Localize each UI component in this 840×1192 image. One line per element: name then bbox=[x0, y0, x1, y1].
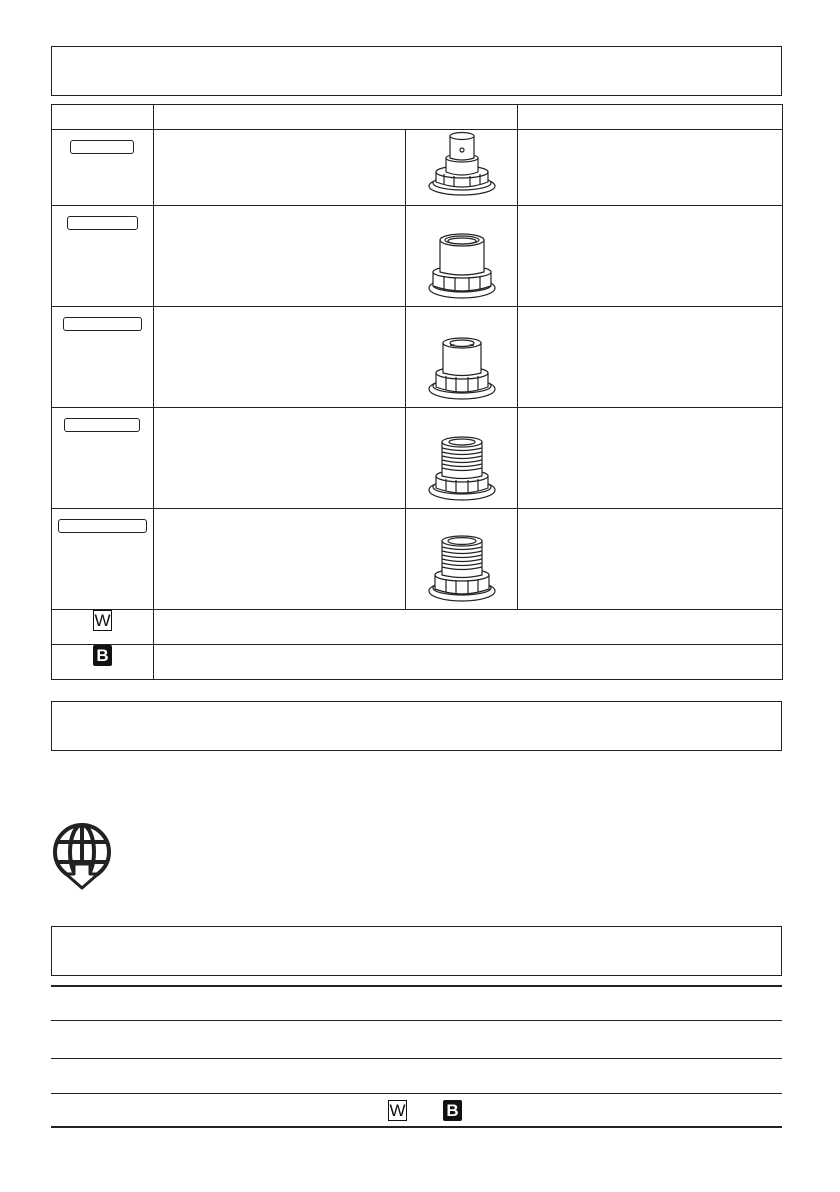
description-cell bbox=[154, 509, 406, 610]
b-symbol-icon: B bbox=[443, 1100, 462, 1121]
w-symbol-icon: W bbox=[389, 1101, 406, 1120]
rule-line bbox=[51, 1093, 782, 1094]
notes-cell bbox=[518, 206, 783, 307]
description-cell bbox=[154, 307, 406, 408]
table-row bbox=[52, 408, 783, 509]
code-cell bbox=[52, 408, 154, 509]
image-cell bbox=[406, 509, 518, 610]
legend-symbol-cell bbox=[52, 610, 154, 645]
rule-line bbox=[51, 1020, 782, 1021]
image-cell bbox=[406, 206, 518, 307]
globe-download-icon bbox=[51, 820, 115, 892]
legend-text-cell bbox=[154, 645, 783, 680]
code-badge bbox=[70, 140, 134, 154]
w-symbol-icon: W bbox=[94, 611, 111, 630]
description-cell bbox=[154, 206, 406, 307]
table-row bbox=[52, 307, 783, 408]
header-cell-code bbox=[52, 105, 154, 130]
legend-row bbox=[52, 645, 783, 680]
code-badge bbox=[58, 519, 147, 533]
bottom-symbols bbox=[388, 1100, 462, 1121]
table-row bbox=[52, 206, 783, 307]
code-cell bbox=[52, 206, 154, 307]
header-cell-notes bbox=[518, 105, 783, 130]
b-symbol-icon: B bbox=[93, 645, 112, 666]
description-cell bbox=[154, 408, 406, 509]
note-box bbox=[51, 701, 782, 751]
code-badge bbox=[64, 418, 140, 432]
notes-cell bbox=[518, 408, 783, 509]
notes-cell bbox=[518, 307, 783, 408]
table-row bbox=[52, 509, 783, 610]
table-header-row bbox=[52, 105, 783, 130]
sleeve-fitting-icon bbox=[422, 130, 502, 204]
section-box bbox=[51, 926, 782, 976]
code-badge bbox=[63, 317, 142, 331]
rule-line bbox=[51, 1058, 782, 1059]
table-row bbox=[52, 130, 783, 206]
description-cell bbox=[154, 130, 406, 206]
image-cell bbox=[406, 130, 518, 206]
code-cell bbox=[52, 307, 154, 408]
legend-row bbox=[52, 610, 783, 645]
notes-cell bbox=[518, 509, 783, 610]
image-cell bbox=[406, 307, 518, 408]
female-thread-fitting-icon bbox=[422, 210, 502, 306]
legend-text-cell bbox=[154, 610, 783, 645]
legend-symbol-cell bbox=[52, 645, 154, 680]
fittings-table bbox=[51, 104, 783, 680]
header-box bbox=[51, 46, 782, 96]
code-badge bbox=[67, 216, 138, 230]
tapered-thread-fitting-icon bbox=[422, 311, 502, 407]
notes-cell bbox=[518, 130, 783, 206]
rule-line bbox=[51, 1126, 782, 1128]
male-thread-fitting-icon bbox=[422, 412, 502, 508]
image-cell bbox=[406, 408, 518, 509]
code-cell bbox=[52, 130, 154, 206]
rule-line bbox=[51, 985, 782, 987]
code-cell bbox=[52, 509, 154, 610]
header-cell-description bbox=[154, 105, 518, 130]
male-thread-large-fitting-icon bbox=[422, 513, 502, 609]
